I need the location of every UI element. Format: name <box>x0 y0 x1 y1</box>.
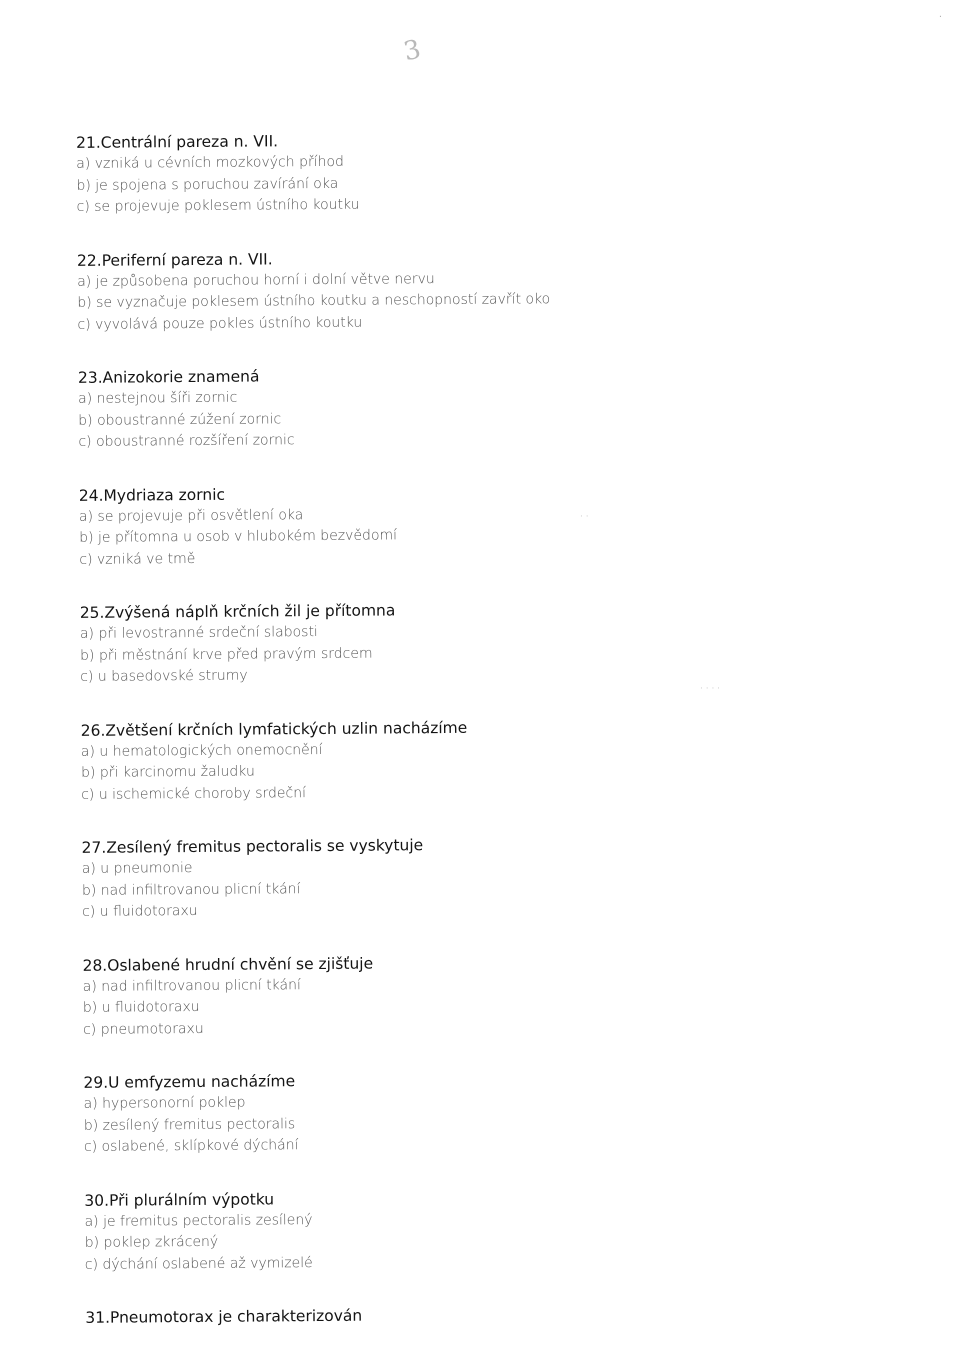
answer-option: a) nad infiltrovanou plicní tkání <box>82 976 301 995</box>
question-number: 23. <box>77 368 103 387</box>
question-text: Zvětšení krčních lymfatických uzlin nacházíme <box>105 718 468 740</box>
question-number: 27. <box>81 838 107 857</box>
answer-option: c) pneumotoraxu <box>82 1020 204 1038</box>
answer-option: b) je spojena s poruchou zavírání oka <box>76 175 339 194</box>
question-text: Anizokorie znamená <box>102 367 260 387</box>
question-list <box>64 126 894 1360</box>
question-number: 30. <box>84 1191 110 1210</box>
question-text: Oslabené hrudní chvění se zjišťuje <box>107 954 374 975</box>
scan-speck: · · · · <box>700 684 721 694</box>
question-23 <box>66 361 887 454</box>
answer-option: c) oboustranné rozšíření zornic <box>78 432 295 450</box>
answer-option: a) je fremitus pectoralis zesílený <box>84 1211 313 1230</box>
question-number: 28. <box>82 956 108 975</box>
answer-option: a) je způsobena poruchou horní i dolní větve nervu <box>77 270 435 290</box>
question-title <box>73 1301 893 1329</box>
answer-option: b) u fluidotoraxu <box>82 998 200 1016</box>
question-21 <box>64 126 885 219</box>
answer-option: b) je přítomna u osob v hlubokém bezvědomí <box>79 527 398 546</box>
answer-option: b) zesílený fremitus pectoralis <box>83 1115 296 1134</box>
answer-option: c) oslabené, sklípkové dýchání <box>83 1137 299 1155</box>
answer-option: a) nestejnou šíři zornic <box>78 389 238 407</box>
question-number: 25. <box>79 603 105 622</box>
question-text: Zvýšená náplň krčních žil je přítomna <box>104 601 396 622</box>
question-31 <box>73 1301 893 1329</box>
answer-option: c) u basedovské strumy <box>80 667 248 685</box>
question-text: Mydriaza zornic <box>103 485 226 505</box>
answer-option: a) se projevuje při osvětlení oka <box>78 506 304 525</box>
answer-option: b) nad infiltrovanou plicní tkání <box>81 880 301 899</box>
question-29 <box>71 1066 892 1159</box>
question-24 <box>67 478 888 571</box>
answer-option: c) vzniká ve tmě <box>79 550 196 568</box>
handwritten-page-number: 3 <box>401 34 424 68</box>
question-26 <box>69 713 890 806</box>
question-22 <box>65 243 886 336</box>
answer-option: c) u fluidotoraxu <box>82 902 198 920</box>
question-number: 24. <box>78 486 104 505</box>
scan-speck: · · <box>580 512 589 522</box>
question-number: 31. <box>85 1308 111 1327</box>
answer-option: a) hypersonorní poklep <box>83 1094 246 1112</box>
question-28 <box>70 948 891 1041</box>
question-text: Při plurálním výpotku <box>108 1189 275 1210</box>
question-text: Periferní pareza n. VII. <box>101 249 273 270</box>
answer-option: c) se projevuje poklesem ústního koutku <box>76 196 360 215</box>
answer-option: c) vyvolává pouze pokles ústního koutku <box>77 314 363 333</box>
question-number: 22. <box>76 251 102 270</box>
question-25 <box>68 596 889 689</box>
corner-speck: · <box>938 12 942 23</box>
question-text: U emfyzemu nacházíme <box>108 1072 296 1092</box>
answer-option: a) při levostranné srdeční slabosti <box>79 624 318 642</box>
answer-option: c) u ischemické choroby srdeční <box>81 784 306 803</box>
question-30 <box>72 1183 893 1276</box>
question-text: Zesílený fremitus pectoralis se vyskytuje <box>106 836 424 857</box>
question-number: 26. <box>80 721 106 740</box>
question-number: 21. <box>76 133 101 152</box>
question-text: Pneumotorax je charakterizován <box>109 1306 363 1327</box>
answer-option: b) se vyznačuje poklesem ústního koutku a neschopností zavřít oko <box>77 291 551 311</box>
question-text: Centrální pareza n. VII. <box>100 132 279 152</box>
answer-option: b) při karcinomu žaludku <box>80 763 255 781</box>
answer-option: b) poklep zkrácený <box>84 1233 219 1251</box>
answer-option: b) oboustranné zúžení zornic <box>78 410 282 429</box>
question-number: 29. <box>83 1073 109 1092</box>
answer-option: c) dýchání oslabené až vymizelé <box>84 1254 313 1273</box>
answer-option: a) vzniká u cévních mozkových příhod <box>76 153 344 172</box>
answer-option: a) u hematologických onemocnění <box>80 741 323 760</box>
answer-option: b) při městnání krve před pravým srdcem <box>80 645 373 664</box>
answer-option: a) u pneumonie <box>81 860 193 877</box>
question-27 <box>70 831 891 924</box>
